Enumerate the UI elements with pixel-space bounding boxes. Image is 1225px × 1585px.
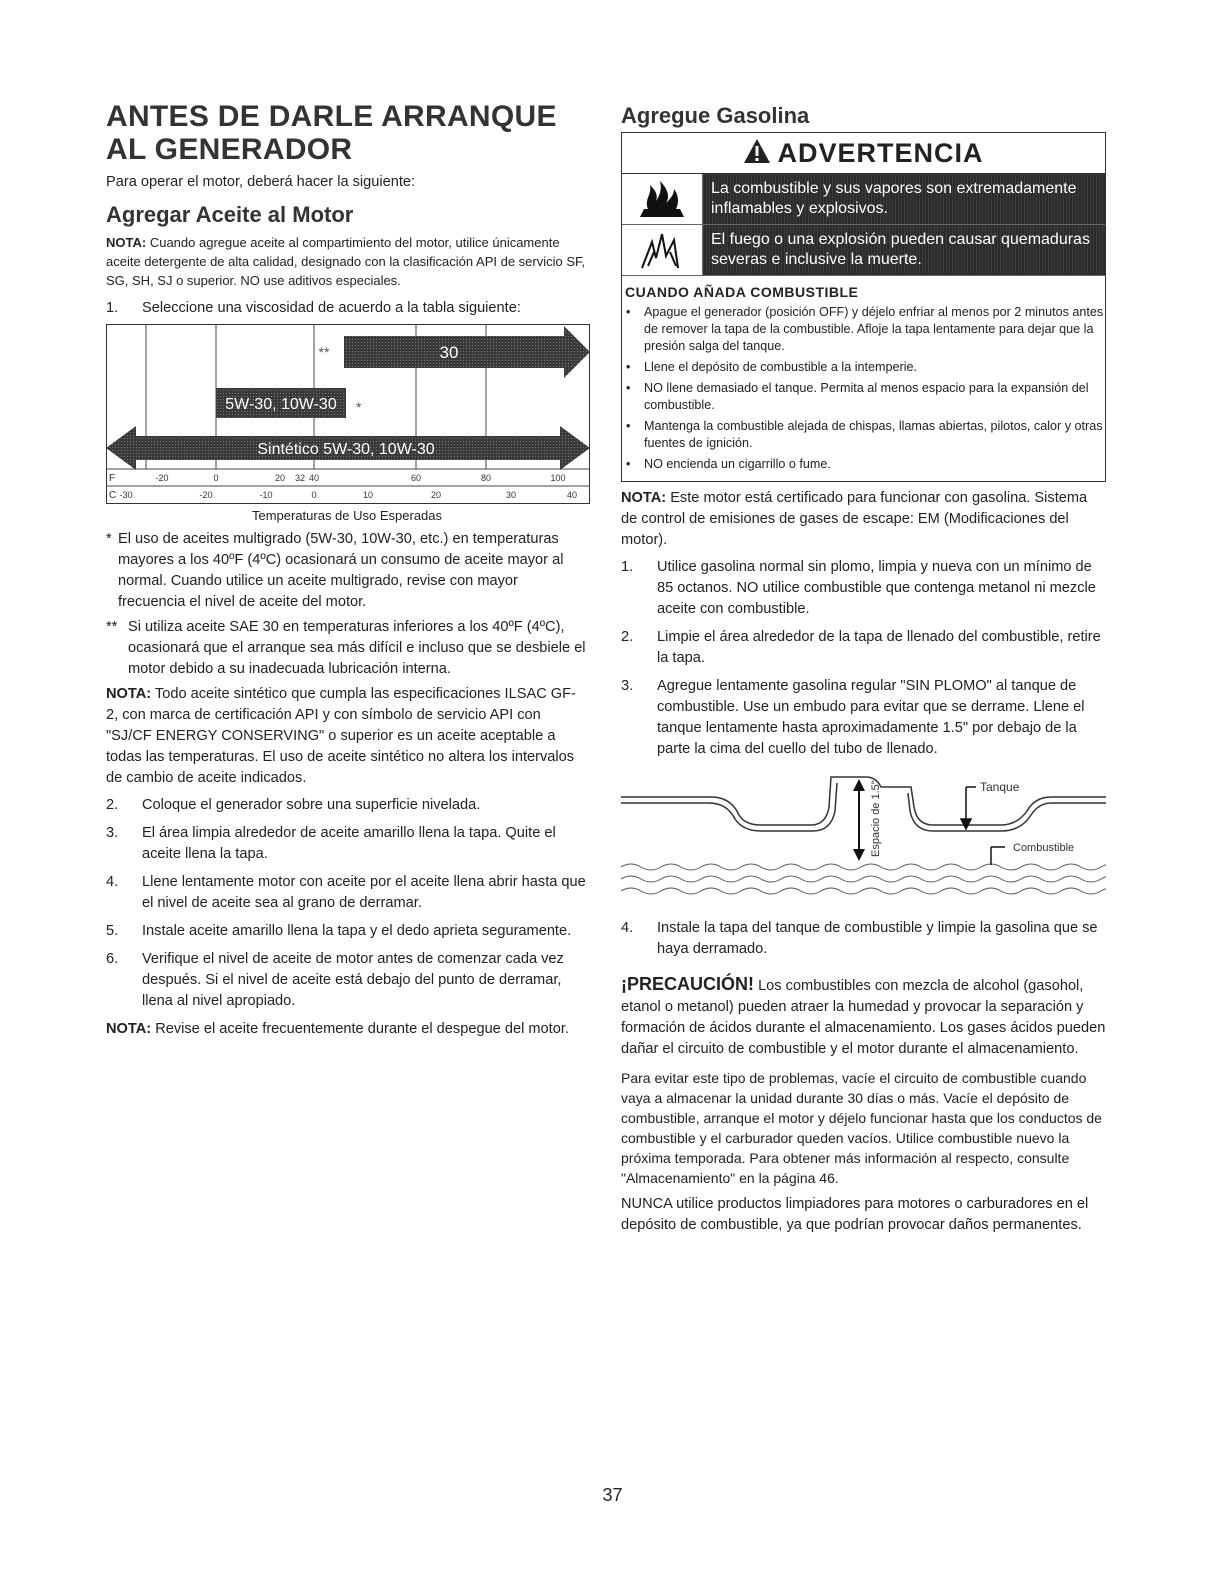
bullet: • <box>626 457 631 471</box>
list-item <box>106 298 588 319</box>
bar-30 <box>344 326 590 378</box>
precaucion-text: Los combustibles con mezcla de alcohol (gasohol, etanol o metanol) pueden atraer la humedad y provocar la separación y formación de ácidos durante el almacenamiento. Los gases ácidos pueden dañar el circuito de combustible y el motor durante el almacenamiento. <box>621 978 1106 1057</box>
step-text: Agregue lentamente gasolina regular "SIN PLOMO" al tanque de combustible. Use un embudo para evitar que se derrame. Llene el tanque lentamente hasta aproximadamente 1.5" por debajo de la parte la cima del cuello del tubo de llenado. <box>657 678 1085 757</box>
bullet-text: Llene el depósito de combustible a la intemperie. <box>644 360 918 374</box>
step-number: 3. <box>106 825 119 841</box>
footnote-mark: ** <box>106 619 118 635</box>
nota-gasoline <box>621 488 1106 551</box>
nota-label: NOTA: <box>106 1021 152 1037</box>
list-item <box>106 872 588 914</box>
storage-paragraph: Para evitar este tipo de problemas, vacíe el circuito de combustible cuando vaya a almacenar la unidad durante 30 días o más. Vacíe el depósito de combustible, arranque el motor y déjelo funcionar hasta que los conductos de combustible y el carburador queden vacíos. Utilice combustible nuevo la próxima temporada. Para obtener más información al respecto, consulte "Almacenamiento" en la página 46. <box>621 1070 1102 1186</box>
f-tick-label: 100 <box>550 473 566 483</box>
list-item <box>106 921 588 942</box>
warning-box <box>621 132 1106 482</box>
tanque-pointer <box>961 787 976 829</box>
fuel-waves <box>621 864 1106 894</box>
precaucion-paragraph <box>621 974 1106 1060</box>
step-text: Seleccione una viscosidad de acuerdo a la tabla siguiente: <box>142 300 521 316</box>
double-star-mark: ** <box>318 344 330 360</box>
c-tick-label: -20 <box>199 490 213 500</box>
f-tick-label: 80 <box>480 473 492 483</box>
step-list-2 <box>106 795 588 1012</box>
step-text: Verifique el nivel de aceite de motor antes de comenzar cada vez después. Si el nivel de aceite está debajo del punto de derramar, llena al nivel apropiado. <box>142 951 564 1009</box>
label-synthetic: Sintético 5W-30, 10W-30 <box>257 441 435 458</box>
list-item <box>622 359 1105 376</box>
nota-text: Este motor está certificado para funcionar con gasolina. Sistema de control de emisiones de gases de escape: EM (Modificaciones del motor). <box>621 490 1088 548</box>
nota-oil <box>106 233 588 290</box>
footnote-text: El uso de aceites multigrado (5W-30, 10W-30, etc.) en temperaturas mayores a los 40ºF (4ºC) ocasionará un consumo de aceite mayor al normal. Cuando utilice un aceite multigrado, revise con mayor frecuencia el nivel de aceite del motor. <box>118 531 564 610</box>
f-tick-label: 32 <box>294 473 306 483</box>
list-item <box>621 557 1106 620</box>
step-text: Llene lentamente motor con aceite por el aceite llena abrir hasta que el nivel de aceite sea al grano de derramar. <box>142 874 586 911</box>
gas-step-list <box>621 557 1106 760</box>
page-title: ANTES DE DARLE ARRANQUE AL GENERADOR <box>106 100 557 166</box>
step-number: 5. <box>106 923 119 939</box>
list-item <box>621 676 1106 760</box>
step-text: Instale aceite amarillo llena la tapa y el dedo aprieta seguramente. <box>142 923 572 939</box>
step-number: 4. <box>621 920 634 936</box>
bullet-text: Mantenga la combustible alejada de chispas, llamas abiertas, pilotos, calor y otras fuentes de ignición. <box>644 419 1103 450</box>
footnote-2 <box>106 617 588 680</box>
f-ticks <box>155 473 565 483</box>
intro-text: Para operar el motor, deberá hacer la siguiente: <box>106 174 416 190</box>
nota-text: Todo aceite sintético que cumpla las especificaciones ILSAC GF-2, con marca de certificación API y con símbolo de servicio API con "SJ/CF ENERGY CONSERVING" o superior es un aceite aceptable a todas las temperaturas. El uso de aceite sintético no altera los intervalos de cambio de aceite indicados. <box>106 686 576 786</box>
step-text: Utilice gasolina normal sin plomo, limpia y nueva con un mínimo de 85 octanos. NO utilice combustible que contenga metanol ni mezcle aceite con combustible. <box>657 559 1096 617</box>
step-number: 2. <box>621 629 634 645</box>
chart-caption: Temperaturas de Uso Esperadas <box>251 508 443 523</box>
footnote-text: Si utiliza aceite SAE 30 en temperaturas inferiores a los 40ºF (4ºC), ocasionará que el arranque sea más difícil e incluso que se desbiele el motor debido a su inadecuada lubricación interna. <box>128 619 586 677</box>
f-tick-label: 0 <box>213 473 219 483</box>
bullet-text: Apague el generador (posición OFF) y déjelo enfriar al menos por 2 minutos antes de remover la tapa de la combustible. Afloje la tapa lentamente para dejar que la presión salga del tanque. <box>644 305 1104 353</box>
gap-arrow <box>853 779 865 861</box>
list-item <box>622 304 1105 355</box>
nota-synthetic <box>106 684 588 789</box>
bullet: • <box>626 360 631 374</box>
c-tick-label: -10 <box>259 490 273 500</box>
oil-section-heading: Agregar Aceite al Motor <box>106 202 354 227</box>
f-tick-label: 60 <box>410 473 422 483</box>
gap-label: Espacio de 1.5" <box>870 780 882 857</box>
c-tick-label: 20 <box>430 490 442 500</box>
step-number: 4. <box>106 874 119 890</box>
list-item <box>622 418 1105 452</box>
nota-check-oil <box>106 1019 588 1040</box>
f-tick-label: 40 <box>308 473 320 483</box>
warning-text-burns: El fuego o una explosión pueden causar quemaduras severas e inclusive la muerte. <box>703 225 1105 275</box>
gas-step-list-2 <box>621 918 1106 960</box>
explosion-icon <box>622 225 703 275</box>
list-item <box>622 380 1105 414</box>
c-tick-label: 10 <box>362 490 374 500</box>
step-text: Limpie el área alrededor de la tapa de llenado del combustible, retire la tapa. <box>657 629 1101 666</box>
precaucion-label: ¡PRECAUCIÓN! <box>621 974 754 994</box>
tanque-label: Tanque <box>980 780 1020 794</box>
step-text: Instale la tapa del tanque de combustible y limpie la gasolina que se haya derramado. <box>657 920 1098 957</box>
step-number: 6. <box>106 951 119 967</box>
f-tick-label: -20 <box>155 473 169 483</box>
fuel-bullet-list <box>622 304 1105 481</box>
never-paragraph: NUNCA utilice productos limpiadores para motores o carburadores en el depósito de combustible, ya que podrían provocar daños permanentes. <box>621 1196 1089 1233</box>
c-tick-label: 40 <box>566 490 578 500</box>
nota-text: Cuando agregue aceite al compartimiento del motor, utilice únicamente aceite detergente de alta calidad, designado con la clasificación API de servicio SF, SG, SH, SJ o superior. NO use aditivos especiales. <box>106 235 586 288</box>
viscosity-chart <box>106 324 590 504</box>
f-tick-label: 20 <box>274 473 286 483</box>
step-number: 2. <box>106 797 119 813</box>
left-column <box>106 100 588 1040</box>
nota-text: Revise el aceite frecuentemente durante el despegue del motor. <box>155 1021 569 1037</box>
bullet: • <box>626 305 631 319</box>
combustible-label: Combustible <box>1013 842 1075 854</box>
warning-row-explosion <box>622 225 1105 276</box>
c-tick-label: 30 <box>505 490 517 500</box>
bullet: • <box>626 419 631 433</box>
bullet: • <box>626 381 631 395</box>
warning-text-flammable: La combustible y sus vapores son extremadamente inflamables y explosivos. <box>703 174 1105 224</box>
list-item <box>106 795 588 816</box>
list-item <box>106 949 588 1012</box>
cuando-heading: CUANDO AÑADA COMBUSTIBLE <box>625 284 859 300</box>
warning-header <box>622 133 1105 174</box>
label-30: 30 <box>439 343 459 362</box>
step-text: Coloque el generador sobre una superficie nivelada. <box>142 797 481 813</box>
list-item <box>621 918 1106 960</box>
nota-label: NOTA: <box>106 235 147 250</box>
list-item <box>622 456 1105 473</box>
warning-triangle-icon <box>743 135 771 175</box>
page-number: 37 <box>602 1485 623 1505</box>
nota-label: NOTA: <box>106 686 152 702</box>
c-axis-label: C <box>109 490 117 501</box>
bullet-text: NO llene demasiado el tanque. Permita al menos espacio para la expansión del combustible. <box>644 381 1089 412</box>
c-tick-label: -30 <box>119 490 133 500</box>
gas-section-heading: Agregue Gasolina <box>621 103 810 128</box>
step-list-1 <box>106 298 588 319</box>
right-column <box>621 100 1106 1236</box>
c-tick-label: 0 <box>311 490 317 500</box>
f-axis-label: F <box>109 473 116 484</box>
c-ticks <box>119 490 577 500</box>
step-number: 1. <box>106 300 119 316</box>
warning-title: ADVERTENCIA <box>777 138 984 168</box>
step-text: El área limpia alrededor de aceite amarillo llena la tapa. Quite el aceite llena la tapa. <box>142 825 556 862</box>
step-number: 1. <box>621 559 634 575</box>
list-item <box>106 823 588 865</box>
footnote-mark: * <box>106 531 112 547</box>
combustible-pointer <box>991 847 1005 865</box>
single-star-mark: * <box>356 399 362 415</box>
bullet-text: NO encienda un cigarrillo o fume. <box>644 457 831 471</box>
step-number: 3. <box>621 678 634 694</box>
fire-icon <box>622 174 703 224</box>
list-item <box>621 627 1106 669</box>
tank-outline <box>621 777 1106 831</box>
nota-label: NOTA: <box>621 490 667 506</box>
footnote-1 <box>106 529 588 613</box>
fuel-tank-diagram <box>621 767 1106 912</box>
warning-row-fire <box>622 174 1105 225</box>
label-5w30: 5W-30, 10W-30 <box>225 396 337 413</box>
